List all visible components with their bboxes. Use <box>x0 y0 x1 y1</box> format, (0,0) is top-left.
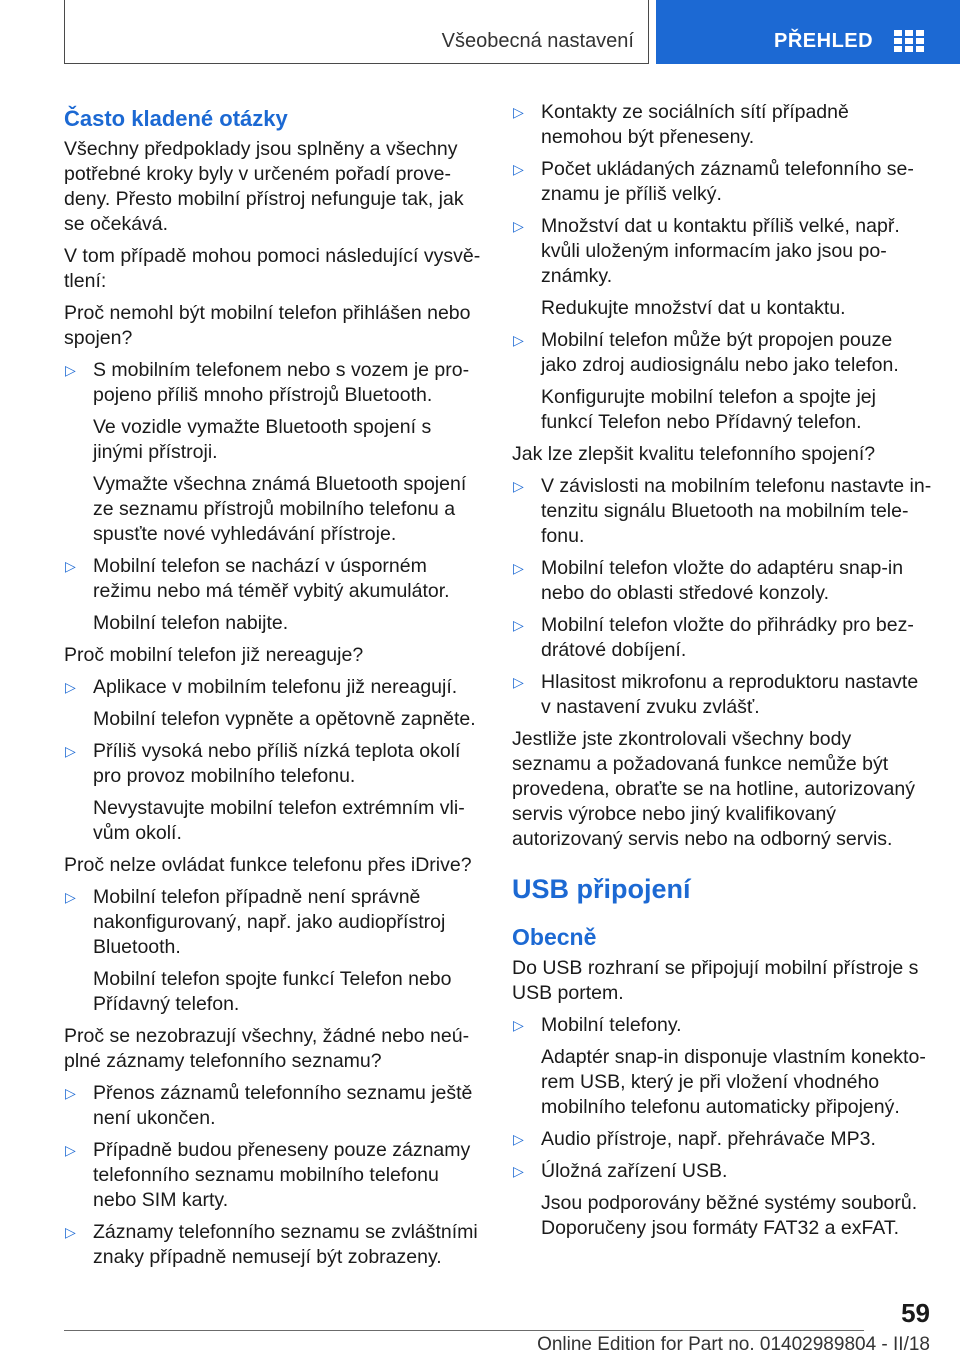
list-item <box>512 474 932 549</box>
list-item-text: Kontakty ze sociálních sítí případně nemohou být přeneseny. <box>541 101 849 148</box>
triangle-right-icon: ▷ <box>513 674 524 690</box>
list-item <box>512 1127 932 1152</box>
list-item-text: Mobilní telefony. <box>541 1014 682 1036</box>
overview-tab[interactable] <box>656 0 960 64</box>
paragraph: Všechny předpoklady jsou splněny a všechny potřebné kroky byly v určeném pořadí provedeny. Přesto mobilní přístroj nefunguje tak, jak se očekává. <box>64 138 464 235</box>
list-item <box>64 554 484 604</box>
paragraph: Jak lze zlepšit kvalitu telefonního spojení? <box>512 443 876 465</box>
list-item-note: Konfigurujte mobilní telefon a spojte jej funkcí Telefon nebo Přídavný telefon. <box>541 386 876 433</box>
list-item-text: Mobilní telefon se nachází v úsporném režimu nebo má téměř vybitý akumulátor. <box>93 555 450 602</box>
paragraph: Proč mobilní telefon již nereaguje? <box>64 644 364 666</box>
left-column <box>64 100 484 1277</box>
list-item <box>512 556 932 606</box>
triangle-right-icon: ▷ <box>513 560 524 576</box>
triangle-right-icon: ▷ <box>513 332 524 348</box>
list-item <box>512 670 932 720</box>
triangle-right-icon: ▷ <box>65 679 76 695</box>
triangle-right-icon: ▷ <box>513 104 524 120</box>
paragraph: Proč se nezobrazují všechny, žádné nebo neúplné záznamy telefonního seznamu? <box>64 1025 470 1072</box>
overview-label: PŘEHLED <box>774 30 874 52</box>
triangle-right-icon: ▷ <box>65 1142 76 1158</box>
grid-icon <box>894 30 922 52</box>
page-header <box>0 0 960 66</box>
triangle-right-icon: ▷ <box>65 362 76 378</box>
edition-info: Online Edition for Part no. 01402989804 - II/18 <box>537 1334 930 1355</box>
triangle-right-icon: ▷ <box>513 1017 524 1033</box>
list-item <box>64 1081 484 1131</box>
list-item-text: Audio přístroje, např. přehrávače MP3. <box>541 1128 876 1150</box>
list-item <box>64 739 484 789</box>
paragraph: Proč nelze ovládat funkce telefonu přes iDrive? <box>64 854 472 876</box>
list-item <box>512 328 932 378</box>
list-item <box>64 1138 484 1213</box>
list-item-note: Jsou podporovány běžné systémy souborů. Doporučeny jsou formáty FAT32 a exFAT. <box>541 1192 918 1239</box>
footer-divider <box>64 1330 864 1331</box>
triangle-right-icon: ▷ <box>513 218 524 234</box>
list-item-note: Adaptér snap-in disponuje vlastním konektorem USB, který je při vložení vhodného mobilního telefonu automaticky připojený. <box>541 1046 926 1118</box>
triangle-right-icon: ▷ <box>513 161 524 177</box>
list-item-text: Aplikace v mobilním telefonu již nereagují. <box>93 676 458 698</box>
list-item-note: Ve vozidle vymažte Bluetooth spojení s jinými přístroji. <box>93 416 432 463</box>
list-item-note: Mobilní telefon nabijte. <box>93 612 289 634</box>
list-item <box>64 1220 484 1270</box>
list-item-note: Vymažte všechna známá Bluetooth spojení ze seznamu přístrojů mobilního telefonu a spusťte nové vyhledávání přístroje. <box>93 473 467 545</box>
list-item <box>512 100 932 150</box>
page-number: 59 <box>901 1298 930 1328</box>
list-item <box>512 214 932 289</box>
list-item <box>64 358 484 408</box>
section-heading: Obecně <box>512 924 597 950</box>
list-item-text: Záznamy telefonního seznamu se zvláštními znaky případně nemusejí být zobrazeny. <box>93 1221 478 1268</box>
triangle-right-icon: ▷ <box>513 1131 524 1147</box>
section-title: Všeobecná nastavení <box>441 30 634 52</box>
list-item-text: Mobilní telefon případně není správně nakonfigurovaný, např. jako audiopřístroj Bluetooth. <box>93 886 446 958</box>
list-item-text: Mobilní telefon vložte do přihrádky pro bezdrátové dobíjení. <box>541 614 914 661</box>
list-item-note: Mobilní telefon vypněte a opětovně zapněte. <box>93 708 476 730</box>
section-heading: Často kladené otázky <box>64 106 288 131</box>
list-item-text: Příliš vysoká nebo příliš nízká teplota okolí pro provoz mobilního telefonu. <box>93 740 461 787</box>
list-item-note: Mobilní telefon spojte funkcí Telefon nebo Přídavný telefon. <box>93 968 452 1015</box>
list-item <box>512 1159 932 1184</box>
list-item-text: S mobilním telefonem nebo s vozem je propojeno příliš mnoho přístrojů Bluetooth. <box>93 359 470 406</box>
list-item-text: Množství dat u kontaktu příliš velké, např. kvůli uloženým informacím jako jsou poznámky. <box>541 215 900 287</box>
list-item-text: Počet ukládaných záznamů telefonního seznamu je příliš velký. <box>541 158 914 205</box>
list-item-text: Úložná zařízení USB. <box>541 1160 728 1182</box>
list-item-text: Mobilní telefon může být propojen pouze jako zdroj audiosignálu nebo jako telefon. <box>541 329 899 376</box>
list-item-note: Nevystavujte mobilní telefon extrémním vlivům okolí. <box>93 797 465 844</box>
triangle-right-icon: ▷ <box>65 889 76 905</box>
list-item-text: Mobilní telefon vložte do adaptéru snap-in nebo do oblasti středové konzoly. <box>541 557 904 604</box>
paragraph: Proč nemohl být mobilní telefon přihlášen nebo spojen? <box>64 302 471 349</box>
list-item-text: Hlasitost mikrofonu a reproduktoru nastavte v nastavení zvuku zvlášť. <box>541 671 919 718</box>
triangle-right-icon: ▷ <box>65 558 76 574</box>
list-item <box>512 157 932 207</box>
section-heading: USB připojení <box>512 874 691 904</box>
list-item <box>512 1013 932 1038</box>
triangle-right-icon: ▷ <box>65 743 76 759</box>
list-item-note: Redukujte množství dat u kontaktu. <box>541 297 846 319</box>
triangle-right-icon: ▷ <box>65 1085 76 1101</box>
list-item <box>64 885 484 960</box>
paragraph: V tom případě mohou pomoci následující vysvětlení: <box>64 245 481 292</box>
list-item-text: V závislosti na mobilním telefonu nastavte intenzitu signálu Bluetooth na mobilním telefonu. <box>541 475 932 547</box>
list-item-text: Přenos záznamů telefonního seznamu ještě není ukončen. <box>93 1082 473 1129</box>
list-item <box>64 675 484 700</box>
list-item <box>512 613 932 663</box>
paragraph: Do USB rozhraní se připojují mobilní přístroje s USB portem. <box>512 957 919 1004</box>
triangle-right-icon: ▷ <box>513 1163 524 1179</box>
paragraph: Jestliže jste zkontrolovali všechny body seznamu a požadovaná funkce nemůže být provedena, obraťte se na hotline, autorizovaný servis výrobce nebo jiný kvalifikovaný autorizovaný servis nebo na odborný servis. <box>512 728 915 850</box>
right-column <box>512 100 932 1248</box>
list-item-text: Případně budou přeneseny pouze záznamy telefonního seznamu mobilního telefonu nebo SIM karty. <box>93 1139 471 1211</box>
section-tab[interactable] <box>64 0 649 64</box>
triangle-right-icon: ▷ <box>513 478 524 494</box>
triangle-right-icon: ▷ <box>513 617 524 633</box>
triangle-right-icon: ▷ <box>65 1224 76 1240</box>
